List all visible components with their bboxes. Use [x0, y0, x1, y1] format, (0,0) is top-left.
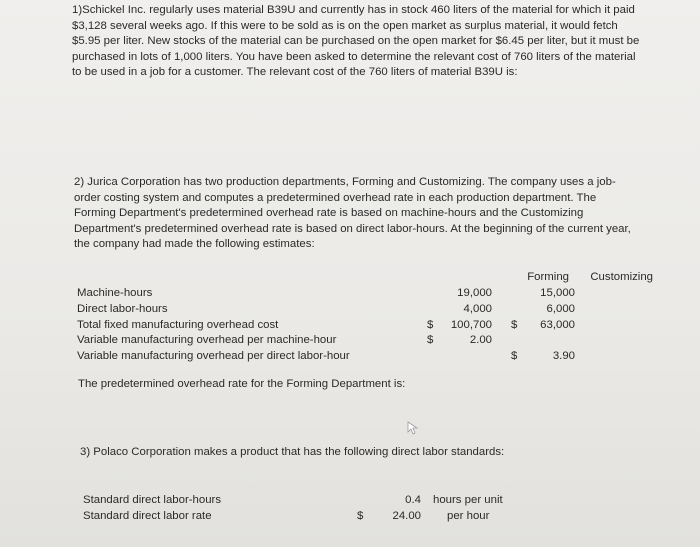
- standard-unit: hours per unit: [433, 494, 503, 506]
- table-row: [83, 509, 523, 525]
- standard-value: 24.00: [392, 510, 421, 522]
- forming-rate-prompt: The predetermined overhead rate for the Forming Department is:: [78, 378, 406, 390]
- forming-value: 19,000: [457, 287, 492, 299]
- table-row: [77, 333, 597, 349]
- forming-currency: $: [427, 319, 434, 331]
- col-header-forming: Forming: [527, 271, 569, 283]
- row-label: Total fixed manufacturing overhead cost: [77, 319, 279, 331]
- estimates-table: [77, 270, 653, 365]
- customizing-currency: $: [511, 350, 518, 362]
- forming-value: 100,700: [450, 319, 492, 331]
- question-2-text: 2) Jurica Corporation has two production departments, Forming and Customizing. The company uses a job-order costing system and computes a predetermined overhead rate in each production department. The Forming Department's predetermined overhead rate is based on machine-hours and the Customizing Department's predetermined overhead rate is based on direct labor-hours. At the beginning of the current year, the company had made the following estimates:: [74, 176, 631, 251]
- question-3-text: 3) Polaco Corporation makes a product that has the following direct labor standards:: [80, 446, 505, 458]
- forming-currency: $: [427, 334, 434, 346]
- row-label: Standard direct labor-hours: [83, 494, 222, 506]
- customizing-value: 15,000: [540, 287, 575, 299]
- table-row: [77, 286, 597, 302]
- customizing-value: 3.90: [552, 350, 575, 362]
- table-row: [83, 493, 523, 509]
- col-header-customizing: Customizing: [590, 271, 653, 283]
- standard-unit: per hour: [447, 510, 490, 522]
- row-label: Variable manufacturing overhead per machine-hour: [77, 334, 337, 346]
- mouse-cursor-icon: [407, 421, 419, 435]
- row-label: Direct labor-hours: [77, 303, 168, 315]
- customizing-value: 6,000: [546, 303, 575, 315]
- table-row: [77, 302, 597, 318]
- table-row: [77, 349, 597, 365]
- forming-value: 4,000: [463, 303, 492, 315]
- forming-value: 2.00: [469, 334, 492, 346]
- customizing-currency: $: [511, 319, 518, 331]
- customizing-value: 63,000: [540, 319, 575, 331]
- row-label: Variable manufacturing overhead per direct labor-hour: [77, 350, 350, 362]
- table-row: [77, 318, 597, 334]
- standard-currency: $: [357, 510, 364, 522]
- question-1-text: 1)Schickel Inc. regularly uses material B39U and currently has in stock 460 liters of the material for which it paid $3,128 several weeks ago. If this were to be sold as is on the open market as surplus material, it would fetch $5.95 per liter. New stocks of the material can be purchased on the open market for $6.45 per liter, but it must be purchased in lots of 1,000 liters. You have been asked to determine the relevant cost of 760 liters of the material to be used in a job for a customer. The relevant cost of the 760 liters of material B39U is:: [72, 4, 640, 79]
- labor-standards-table: [83, 493, 523, 527]
- standard-value: 0.4: [405, 494, 421, 506]
- row-label: Machine-hours: [77, 287, 153, 299]
- row-label: Standard direct labor rate: [83, 510, 212, 522]
